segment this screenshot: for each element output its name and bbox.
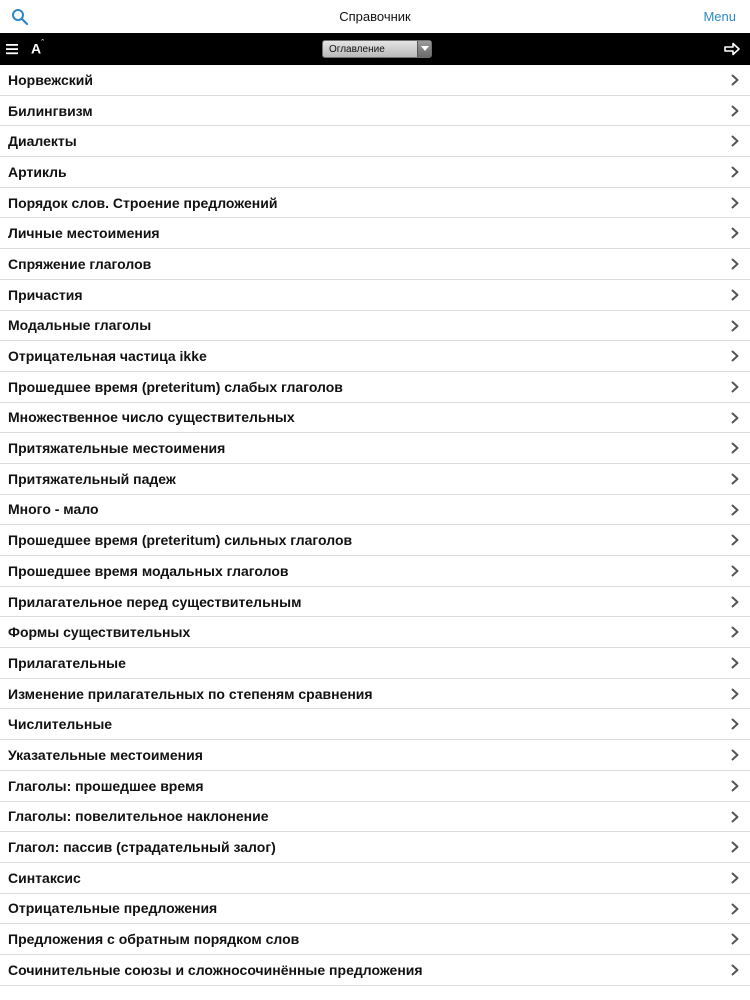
- chevron-right-icon: [730, 903, 740, 915]
- list-item-label: Синтаксис: [8, 869, 81, 886]
- list-item-label: Прошедшее время модальных глаголов: [8, 562, 289, 579]
- list-item-label: Глаголы: прошедшее время: [8, 777, 204, 794]
- list-item-label: Глаголы: повелительное наклонение: [8, 808, 269, 825]
- chevron-right-icon: [730, 135, 740, 147]
- list-item[interactable]: [0, 65, 750, 96]
- chevron-right-icon: [730, 657, 740, 669]
- list-item-label: Спряжение глаголов: [8, 255, 152, 272]
- list-item-label: Порядок слов. Строение предложений: [8, 194, 278, 211]
- list-item[interactable]: [0, 955, 750, 986]
- list-item-label: Много - мало: [8, 501, 99, 518]
- font-size-label: A: [31, 40, 42, 57]
- chevron-right-icon: [730, 688, 740, 700]
- section-select[interactable]: [322, 40, 432, 58]
- chevron-right-icon: [730, 964, 740, 976]
- chevron-right-icon: [730, 749, 740, 761]
- list-item[interactable]: [0, 96, 750, 127]
- list-item-label: Сочинительные союзы и сложносочинённые предложения: [8, 961, 423, 978]
- chevron-right-icon: [730, 626, 740, 638]
- chevron-right-icon: [730, 320, 740, 332]
- list-item[interactable]: [0, 648, 750, 679]
- chevron-right-icon: [730, 473, 740, 485]
- list-item[interactable]: [0, 280, 750, 311]
- list-item-label: Отрицательные предложения: [8, 900, 218, 917]
- reader-toolbar: [0, 33, 750, 65]
- list-item-label: Притяжательные местоимения: [8, 440, 226, 457]
- chevron-right-icon: [730, 289, 740, 301]
- list-item[interactable]: [0, 802, 750, 833]
- list-item-label: Отрицательная частица ikke: [8, 348, 207, 365]
- list-item[interactable]: [0, 403, 750, 434]
- list-item-label: Числительные: [8, 716, 113, 733]
- chevron-right-icon: [730, 258, 740, 270]
- hamburger-menu-icon[interactable]: [6, 42, 20, 56]
- list-item-label: Билингвизм: [8, 102, 93, 119]
- list-item[interactable]: [0, 525, 750, 556]
- list-item[interactable]: [0, 126, 750, 157]
- list-item-label: Глагол: пассив (страдательный залог): [8, 839, 276, 856]
- menu-button[interactable]: Menu: [703, 9, 736, 24]
- next-arrow-icon[interactable]: [724, 42, 740, 56]
- list-item-label: Предложения с обратным порядком слов: [8, 931, 300, 948]
- list-item[interactable]: [0, 157, 750, 188]
- list-item[interactable]: [0, 709, 750, 740]
- search-icon[interactable]: [10, 7, 30, 27]
- chevron-right-icon: [730, 350, 740, 362]
- list-item-label: Причастия: [8, 286, 83, 303]
- list-item-label: Притяжательный падеж: [8, 470, 176, 487]
- list-item-label: Прилагательные: [8, 654, 126, 671]
- chevron-right-icon: [730, 105, 740, 117]
- list-item[interactable]: [0, 311, 750, 342]
- list-item-label: Формы существительных: [8, 624, 191, 641]
- list-item-label: Артикль: [8, 163, 67, 180]
- font-size-mark: ˆ: [41, 38, 45, 48]
- list-item-label: Указательные местоимения: [8, 746, 203, 763]
- list-item[interactable]: [0, 894, 750, 925]
- chevron-right-icon: [730, 811, 740, 823]
- list-item[interactable]: [0, 771, 750, 802]
- chevron-right-icon: [730, 872, 740, 884]
- chevron-right-icon: [730, 227, 740, 239]
- list-item[interactable]: [0, 464, 750, 495]
- list-item[interactable]: [0, 587, 750, 618]
- list-item[interactable]: [0, 218, 750, 249]
- chevron-down-icon: [417, 41, 431, 57]
- list-item-label: Личные местоимения: [8, 225, 160, 242]
- page-title: Справочник: [339, 9, 411, 24]
- chevron-right-icon: [730, 596, 740, 608]
- list-item[interactable]: [0, 372, 750, 403]
- list-item-label: Прилагательное перед существительным: [8, 593, 302, 610]
- list-item[interactable]: [0, 188, 750, 219]
- list-item[interactable]: [0, 863, 750, 894]
- chevron-right-icon: [730, 780, 740, 792]
- chevron-right-icon: [730, 442, 740, 454]
- top-navigation-bar: [0, 0, 750, 33]
- chevron-right-icon: [730, 534, 740, 546]
- list-item[interactable]: [0, 617, 750, 648]
- chevron-right-icon: [730, 166, 740, 178]
- chevron-right-icon: [730, 381, 740, 393]
- list-item[interactable]: [0, 740, 750, 771]
- font-size-button[interactable]: [31, 40, 44, 57]
- list-item[interactable]: [0, 556, 750, 587]
- list-item[interactable]: [0, 924, 750, 955]
- chevron-right-icon: [730, 74, 740, 86]
- list-item[interactable]: [0, 341, 750, 372]
- list-item-label: Модальные глаголы: [8, 317, 152, 334]
- chevron-right-icon: [730, 841, 740, 853]
- section-select-value: Оглавление: [329, 43, 385, 55]
- chevron-right-icon: [730, 933, 740, 945]
- list-item-label: Изменение прилагательных по степеням сравнения: [8, 685, 373, 702]
- list-item[interactable]: [0, 433, 750, 464]
- list-item[interactable]: [0, 832, 750, 863]
- list-item-label: Норвежский: [8, 71, 93, 88]
- chevron-right-icon: [730, 565, 740, 577]
- list-item-label: Прошедшее время (preteritum) слабых глаголов: [8, 378, 343, 395]
- list-item[interactable]: [0, 679, 750, 710]
- list-item-label: Множественное число существительных: [8, 409, 295, 426]
- chevron-right-icon: [730, 412, 740, 424]
- list-item-label: Диалекты: [8, 133, 77, 150]
- list-item[interactable]: [0, 495, 750, 526]
- chevron-right-icon: [730, 718, 740, 730]
- chevron-right-icon: [730, 504, 740, 516]
- contents-list: [0, 65, 750, 986]
- chevron-right-icon: [730, 197, 740, 209]
- list-item-label: Прошедшее время (preteritum) сильных глаголов: [8, 532, 353, 549]
- list-item[interactable]: [0, 249, 750, 280]
